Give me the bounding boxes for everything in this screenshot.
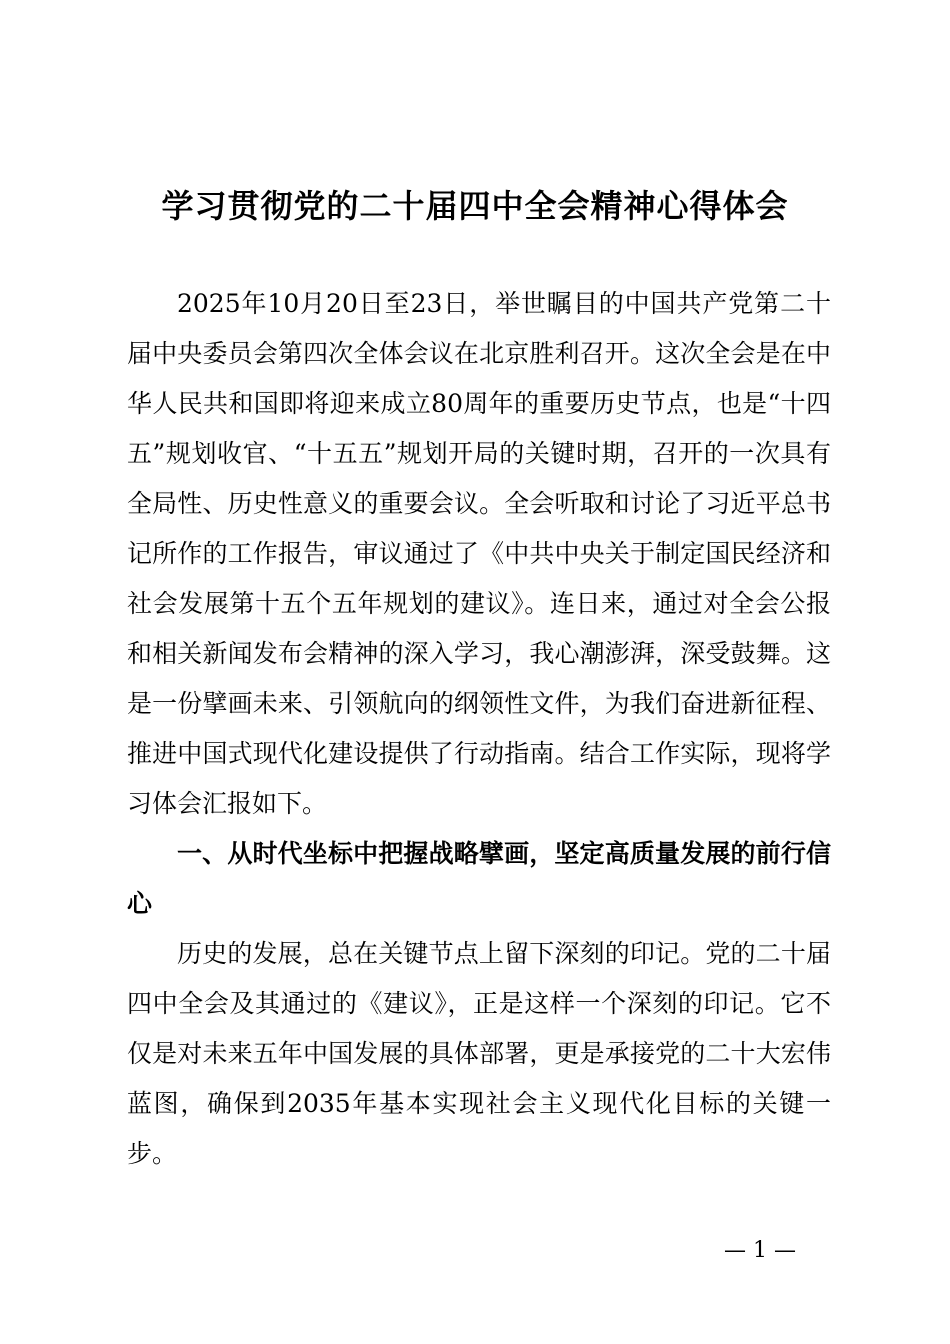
page-number: — 1 —: [724, 1238, 796, 1263]
document-title: 学习贯彻党的二十届四中全会精神心得体会: [161, 187, 789, 225]
document-body: [127, 279, 831, 1179]
intro-paragraph: 2025年10月20日至23日，举世瞩目的中国共产党第二十届中央委员会第四次全体会议在北京胜利召开。这次全会是在中华人民共和国即将迎来成立80周年的重要历史节点，也是“十四五”规划收官、“十五五”规划开局的关键时期，召开的一次具有全局性、历史性意义的重要会议。全会听取和讨论了习近平总书记所作的工作报告，审议通过了《中共中央关于制定国民经济和社会发展第十五个五年规划的建议》。连日来，通过对全会公报和相关新闻发布会精神的深入学习，我心潮澎湃，深受鼓舞。这是一份擘画未来、引领航向的纲领性文件，为我们奋进新征程、推进中国式现代化建设提供了行动指南。结合工作实际，现将学习体会汇报如下。: [127, 289, 831, 818]
section-heading: 一、从时代坐标中把握战略擘画，坚定高质量发展的前行信心: [127, 839, 831, 918]
section-paragraph: 历史的发展，总在关键节点上留下深刻的印记。党的二十届四中全会及其通过的《建议》，正是这样一个深刻的印记。它不仅是对未来五年中国发展的具体部署，更是承接党的二十大宏伟蓝图，确保到2035年基本实现社会主义现代化目标的关键一步。: [127, 939, 831, 1168]
